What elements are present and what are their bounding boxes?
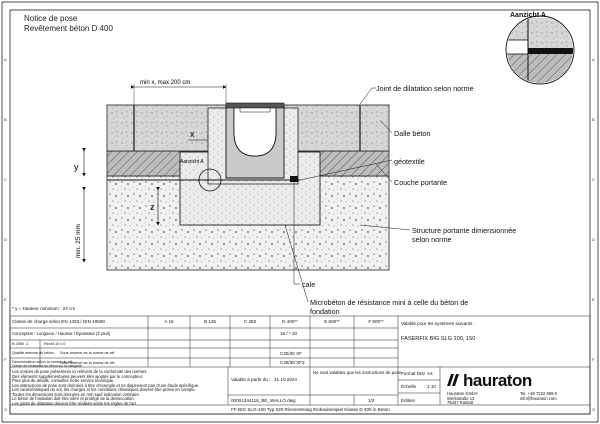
row2b: Recht 10 x 0 bbox=[44, 342, 66, 346]
validity-label: Valable à partir du : bbox=[231, 377, 271, 382]
disclaimer-line: Pour plus de détails, consultez notre service technique. bbox=[12, 378, 115, 383]
detail-cale bbox=[506, 40, 528, 54]
disclaimer-line: Les joints de dilatation doivent être réalisés selon les règles de l'art. bbox=[12, 400, 138, 406]
row4-value: C25/30 XF3 bbox=[280, 360, 305, 365]
class-c250: C 250 bbox=[243, 319, 257, 324]
dim-depth-text: min. 25 mm bbox=[75, 224, 82, 258]
disclaimer-line: Les notices de pose présentées ici relèvent de la conformité des normes. bbox=[12, 369, 148, 374]
detail-view-content bbox=[500, 18, 580, 94]
edition-label: Édition bbox=[401, 398, 416, 403]
grid-letter: F bbox=[592, 357, 595, 362]
label-dalle: Dalle béton bbox=[394, 129, 431, 138]
validity-date: 31.10.2024 bbox=[274, 377, 297, 382]
grid-letter: G bbox=[592, 407, 596, 412]
disclaimer-line: Les caractéristiques du sol, les charges et les conditions climatiques doivent être prises en compte. bbox=[12, 387, 196, 392]
grid-letter: B bbox=[592, 117, 595, 122]
grid-letter: D bbox=[592, 237, 595, 242]
address-street: Werkstraße 13 bbox=[447, 395, 475, 401]
class-a15: A 15 bbox=[164, 319, 174, 324]
row4-mid: Sous réserve de la norme de réf. bbox=[60, 361, 116, 365]
address-phone: Tel. +49 7222 958-0 bbox=[520, 391, 558, 396]
sheet-number: 1/2 bbox=[368, 398, 375, 403]
grid-letter: C bbox=[4, 177, 7, 182]
grate-lock bbox=[240, 108, 270, 112]
footnote: * y = Hauteur minimum : 24 cm bbox=[12, 306, 76, 311]
row3-mid: Sous réserve de la norme de réf. bbox=[60, 351, 116, 355]
address-company: Hauraton GmbH bbox=[447, 391, 478, 396]
validity-info: Ne sont valables que les instructions de pose. bbox=[313, 370, 403, 375]
title-line-1: Notice de pose bbox=[24, 14, 78, 23]
scale-value: 1:10 bbox=[427, 384, 436, 389]
row3-label: Dénomination selon la norme de réf. : bbox=[12, 360, 76, 364]
label-cale: cale bbox=[302, 280, 316, 289]
row1-label: Conception : Longueur / Hauteur / Épaisseur (Z plus) bbox=[12, 331, 111, 336]
dim-width-text: min x, max 200 cm bbox=[140, 80, 191, 86]
cale-block bbox=[290, 176, 298, 182]
footer-code: FF-BIG SLG-100 Typ 020 Rinnenstrang Einbaubeispiel Klasse D 400 in Beton bbox=[231, 407, 390, 412]
class-d400: D 400** bbox=[282, 319, 298, 324]
disclaimer-line: Toutes les dimensions sont données en mm sauf indication contraire. bbox=[12, 391, 141, 397]
detail-base bbox=[500, 54, 580, 94]
format-value: A4 bbox=[427, 371, 433, 376]
class-e600: E 600** bbox=[324, 319, 340, 324]
class-f900: F 900** bbox=[368, 319, 384, 324]
grid-letter: A bbox=[4, 57, 7, 62]
class-b125: B 125 bbox=[203, 319, 216, 324]
grid-letter: G bbox=[4, 407, 8, 412]
channel-grate bbox=[226, 103, 284, 108]
grid-letter: C bbox=[592, 177, 595, 182]
valid-label: Valable pour les systèmes suivants : bbox=[401, 321, 475, 326]
address-email: info@hauraton.com bbox=[520, 395, 557, 401]
address-city: 76437 Rastatt bbox=[447, 400, 474, 405]
row2a: B 2050 -1 bbox=[12, 342, 29, 346]
label-micro-2: fondation bbox=[310, 307, 340, 316]
grid-letter: B bbox=[4, 117, 7, 122]
view-a-callout-label: Aanzicht A bbox=[180, 159, 204, 165]
dim-x-text: x bbox=[190, 129, 195, 139]
dim-z-text: z bbox=[150, 202, 155, 212]
hauraton-logo-icon bbox=[446, 373, 462, 387]
row3-value: C25/30 XF bbox=[280, 351, 302, 356]
grid-letter: A bbox=[592, 57, 595, 62]
channel-inner bbox=[234, 106, 276, 156]
drawing-number: 00001344116_BE_WALLO.dwg bbox=[231, 398, 296, 403]
grid-letter: E bbox=[592, 297, 595, 302]
disclaimer-line: Les instructions de pose sont données à titre d'exemple et ne dispensent pas d'une étude spécifique. bbox=[12, 382, 200, 388]
leader-joint bbox=[360, 88, 372, 104]
grid-letter: F bbox=[4, 357, 7, 362]
class-header: Classe de charge selon EN 1433 / DIN 19580 bbox=[12, 319, 105, 324]
disclaimer-line: Le béton de fondation doit être vibré et protégé de la dessiccation. bbox=[12, 396, 135, 401]
format-label: Format DIN bbox=[401, 371, 425, 376]
dim-y-text: y bbox=[74, 162, 79, 172]
brand-name: hauraton bbox=[463, 371, 532, 390]
disclaimer-line: Des éléments supplémentaires peuvent être ajoutés par le concepteur. bbox=[12, 373, 144, 379]
label-geotextile: géotextile bbox=[394, 157, 425, 166]
scale-label: Échelle bbox=[401, 384, 417, 389]
label-micro-1: Microbéton de résistance mini à celle du béton de bbox=[310, 298, 469, 307]
row1-value: 15 / * 20 bbox=[280, 331, 298, 336]
title-line-2: Revêtement béton D 400 bbox=[24, 24, 113, 33]
grid-letter: D bbox=[4, 237, 7, 242]
label-couche: Couche portante bbox=[394, 178, 448, 187]
label-joint: Joint de dilatation selon norme bbox=[376, 84, 474, 93]
grid-letter: E bbox=[4, 297, 7, 302]
label-structure-2: selon norme bbox=[412, 235, 452, 244]
detail-view-label: Aanzicht A bbox=[510, 12, 546, 19]
row4-label: Classe de résistance du béton sur la catégorie bbox=[12, 364, 82, 368]
label-structure-1: Structure portante dimensionnée bbox=[412, 226, 517, 235]
row2-label: Qualité retenue du béton bbox=[12, 351, 54, 355]
system-name: FASERFIX BIG SLG 100, 150 bbox=[401, 336, 476, 342]
